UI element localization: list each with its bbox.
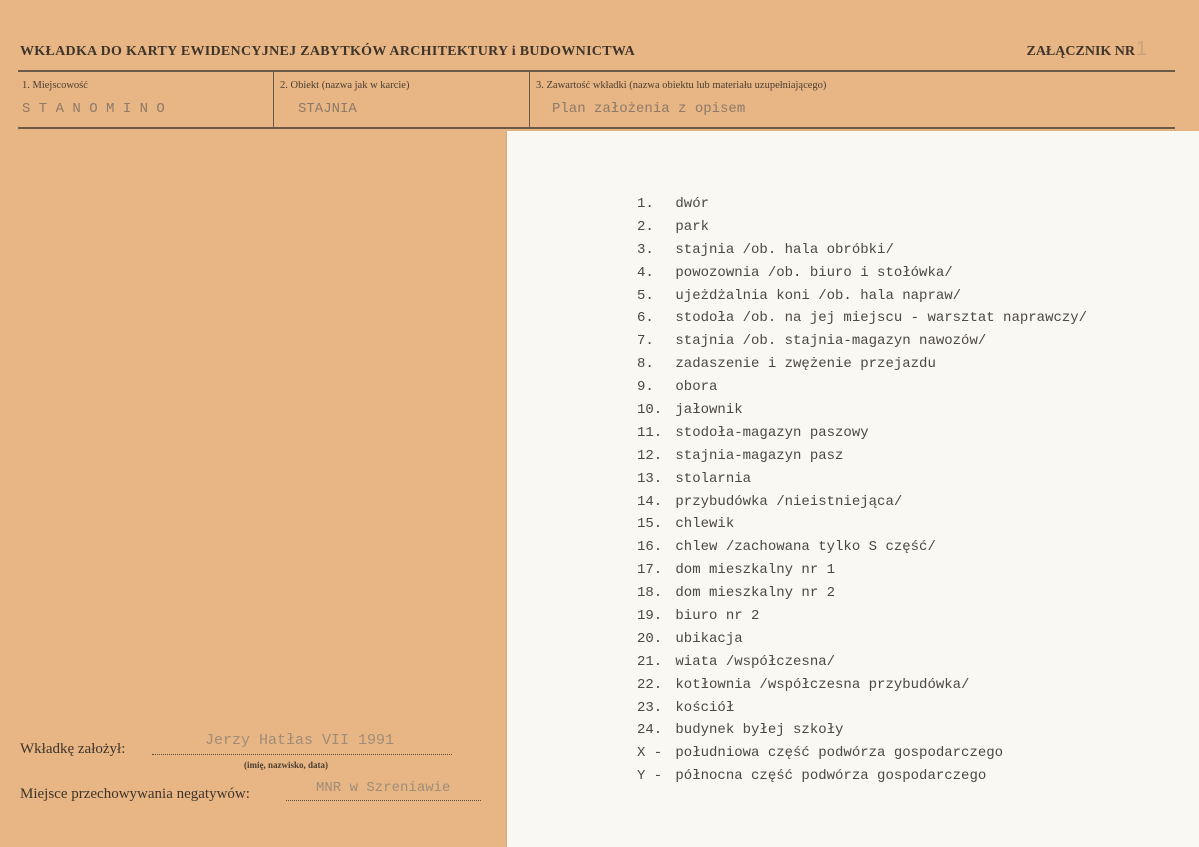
legend-item-text: stodoła /ob. na jej miejscu - warsztat naprawczy/ — [675, 310, 1088, 327]
legend-item — [637, 765, 1087, 788]
legend-item-text: obora — [675, 379, 718, 396]
legend-item-number: 8. — [637, 356, 654, 373]
legend-item — [637, 330, 1087, 353]
legend-item-text: dwór — [675, 196, 710, 212]
legend-item-number: 15. — [637, 516, 663, 533]
storage-line — [286, 800, 481, 801]
legend-item — [637, 674, 1087, 697]
card-title: WKŁADKA DO KARTY EWIDENCYJNEJ ZABYTKÓW ARCHITEKTURY i BUDOWNICTWA — [20, 44, 636, 59]
legend-item — [637, 353, 1087, 376]
field-divider-2 — [529, 72, 530, 127]
legend-item-number: Y - — [637, 768, 663, 785]
legend-item-text: stajnia /ob. hala obróbki/ — [675, 241, 894, 258]
field-divider-1 — [273, 72, 274, 127]
legend-item-number: 20. — [637, 630, 663, 647]
legend-item — [637, 262, 1087, 285]
legend-item-number: 11. — [637, 424, 663, 441]
legend-item-number: 2. — [637, 218, 654, 235]
legend-item-number: 14. — [637, 493, 663, 510]
header-rule-top — [18, 70, 1175, 72]
legend-item-text: biuro nr 2 — [675, 608, 760, 625]
annex-label: ZAŁĄCZNIK NR — [1026, 44, 1135, 59]
legend-item-text: ujeżdżalnia koni /ob. hala napraw/ — [675, 287, 962, 304]
attached-sheet — [507, 131, 1199, 847]
legend-item-text: stodoła-magazyn paszowy — [675, 424, 869, 441]
object-value: STAJNIA — [298, 101, 357, 117]
legend-item-text: północna część podwórza gospodarczego — [675, 768, 987, 785]
content-value: Plan założenia z opisem — [552, 101, 746, 117]
legend-item — [637, 582, 1087, 605]
legend-item-number: 18. — [637, 585, 663, 602]
header-rule-bottom — [18, 127, 1175, 129]
legend-item-text: kościół — [675, 699, 735, 716]
legend-item-number: 23. — [637, 699, 663, 716]
legend-list — [637, 193, 1087, 788]
legend-item — [637, 445, 1087, 468]
legend-item-number: 4. — [637, 264, 654, 281]
legend-item — [637, 468, 1087, 491]
legend-item-text: jałownik — [675, 402, 743, 419]
storage-value: MNR w Szreniawie — [316, 780, 451, 796]
content-label: 3. Zawartość wkładki (nazwa obiektu lub materiału uzupełniającego) — [536, 80, 827, 91]
legend-item-text: stolarnia — [675, 470, 752, 487]
legend-item-text: powozownia /ob. biuro i stołówka/ — [675, 264, 953, 281]
legend-item-number: 3. — [637, 241, 654, 258]
legend-item-number: 6. — [637, 310, 654, 327]
legend-item-text: kotłownia /współczesna przybudówka/ — [675, 676, 970, 693]
legend-item — [637, 399, 1087, 422]
legend-item-number: 21. — [637, 653, 663, 670]
legend-item-number: 24. — [637, 722, 663, 739]
legend-item-number: 13. — [637, 470, 663, 487]
legend-item-number: 9. — [637, 379, 654, 396]
legend-item — [637, 491, 1087, 514]
object-label: 2. Obiekt (nazwa jak w karcie) — [280, 80, 410, 91]
legend-item-text: południowa część podwórza gospodarczego — [675, 745, 1004, 762]
legend-item — [637, 719, 1087, 742]
legend-item — [637, 285, 1087, 308]
legend-item — [637, 422, 1087, 445]
author-label: Wkładkę założył: — [20, 741, 126, 757]
legend-item — [637, 193, 1087, 216]
legend-item-text: zadaszenie i zwężenie przejazdu — [675, 356, 936, 373]
legend-item-number: 5. — [637, 287, 654, 304]
legend-item-number: 7. — [637, 333, 654, 350]
legend-item — [637, 536, 1087, 559]
legend-item — [637, 697, 1087, 720]
legend-item-number: 22. — [637, 676, 663, 693]
legend-item-number: 19. — [637, 608, 663, 625]
legend-item — [637, 513, 1087, 536]
legend-item-text: park — [675, 218, 710, 235]
legend-item-text: ubikacja — [675, 630, 743, 647]
legend-item — [637, 239, 1087, 262]
legend-item-number: 17. — [637, 562, 663, 579]
legend-item — [637, 605, 1087, 628]
legend-item-text: stajnia-magazyn pasz — [675, 447, 844, 464]
storage-label: Miejsce przechowywania negatywów: — [20, 786, 250, 802]
legend-item-number: 10. — [637, 402, 663, 419]
legend-item-text: przybudówka /nieistniejąca/ — [675, 493, 903, 510]
legend-item — [637, 742, 1087, 765]
legend-item — [637, 376, 1087, 399]
author-hint: (imię, nazwisko, data) — [244, 760, 328, 770]
author-value: Jerzy Hatłas VII 1991 — [205, 732, 395, 749]
legend-item-text: budynek byłej szkoły — [675, 722, 844, 739]
annex-number: 1 — [1135, 38, 1147, 60]
legend-item-number: 1. — [637, 196, 654, 212]
legend-item-number: 12. — [637, 447, 663, 464]
locality-value: S T A N O M I N O — [22, 101, 165, 117]
author-line — [152, 754, 452, 755]
legend-item-text: chlewik — [675, 516, 735, 533]
legend-item — [637, 216, 1087, 239]
legend-item-text: dom mieszkalny nr 2 — [675, 585, 836, 602]
locality-label: 1. Miejscowość — [22, 80, 88, 91]
legend-item-text: stajnia /ob. stajnia-magazyn nawozów/ — [675, 333, 987, 350]
legend-item-text: dom mieszkalny nr 1 — [675, 562, 836, 579]
legend-item-number: X - — [637, 745, 663, 762]
legend-item — [637, 559, 1087, 582]
legend-item-text: wiata /współczesna/ — [675, 653, 836, 670]
legend-item — [637, 651, 1087, 674]
legend-item-text: chlew /zachowana tylko S część/ — [675, 539, 936, 556]
legend-item-number: 16. — [637, 539, 663, 556]
legend-item — [637, 628, 1087, 651]
legend-item — [637, 307, 1087, 330]
